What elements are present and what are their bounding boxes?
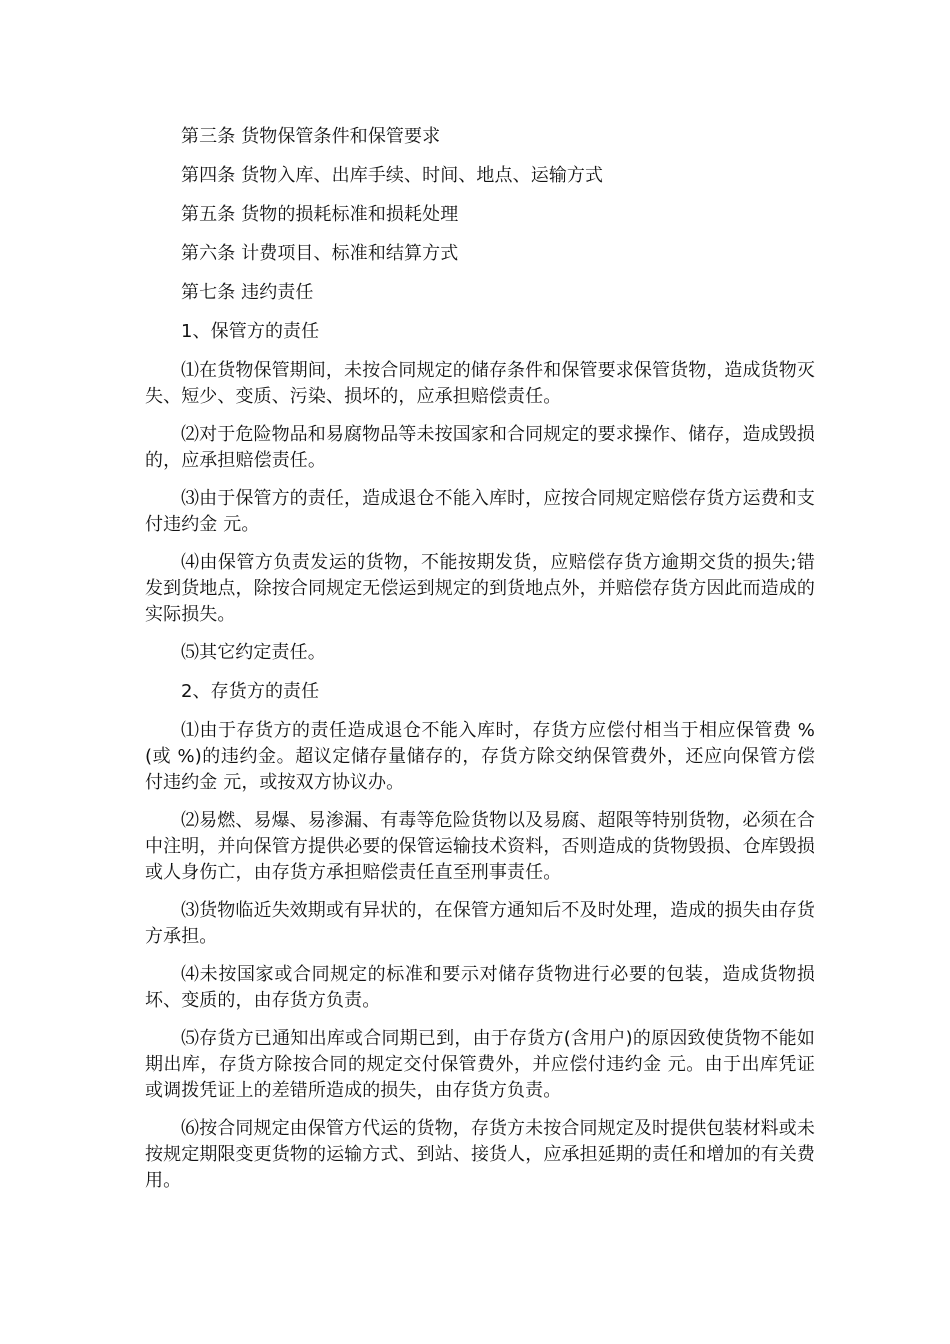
article-7-heading: 第七条 违约责任: [181, 282, 314, 303]
article-4-heading: 第四条 货物入库、出库手续、时间、地点、运输方式: [181, 165, 604, 186]
depositor-clause-4: ⑷未按国家或合同规定的标准和要示对储存货物进行必要的包装，造成货物损坏、变质的，由存货方负责。: [145, 964, 815, 1011]
document-body: [145, 124, 815, 1206]
custodian-clause-1: ⑴在货物保管期间，未按合同规定的储存条件和保管要求保管货物，造成货物灭失、短少、变质、污染、损坏的，应承担赔偿责任。: [145, 360, 815, 407]
depositor-clause-1: ⑴由于存货方的责任造成退仓不能入库时，存货方应偿付相当于相应保管费 %(或 %)的违约金。超议定储存量储存的，存货方除交纳保管费外，还应向保管方偿付违约金 元，或按双方协议办。: [145, 720, 815, 793]
depositor-clause-5: ⑸存货方已通知出库或合同期已到，由于存货方(含用户)的原因致使货物不能如期出库，存货方除按合同的规定交付保管费外，并应偿付违约金 元。由于出库凭证或调拨凭证上的差错所造成的损失，由存货方负责。: [145, 1028, 815, 1101]
custodian-clause-5: ⑸其它约定责任。: [181, 642, 326, 663]
depositor-clause-3: ⑶货物临近失效期或有异状的，在保管方通知后不及时处理，造成的损失由存货方承担。: [145, 900, 815, 947]
article-6-heading: 第六条 计费项目、标准和结算方式: [181, 243, 459, 264]
article-5-heading: 第五条 货物的损耗标准和损耗处理: [181, 204, 459, 225]
custodian-clause-2: ⑵对于危险物品和易腐物品等未按国家和合同规定的要求操作、储存，造成毁损的，应承担赔偿责任。: [145, 424, 815, 471]
depositor-clause-6: ⑹按合同规定由保管方代运的货物，存货方未按合同规定及时提供包装材料或未按规定期限变更货物的运输方式、到站、接货人，应承担延期的责任和增加的有关费用。: [145, 1118, 815, 1191]
article-3-heading: 第三条 货物保管条件和保管要求: [181, 126, 441, 147]
custodian-clause-3: ⑶由于保管方的责任，造成退仓不能入库时，应按合同规定赔偿存货方运费和支付违约金 元。: [145, 488, 815, 535]
depositor-clause-2: ⑵易燃、易爆、易渗漏、有毒等危险货物以及易腐、超限等特别货物，必须在合中注明，并向保管方提供必要的保管运输技术资料，否则造成的货物毁损、仓库毁损或人身伤亡，由存货方承担赔偿责任直至刑事责任。: [145, 810, 815, 883]
custodian-clause-4: ⑷由保管方负责发运的货物，不能按期发货，应赔偿存货方逾期交货的损失;错发到货地点，除按合同规定无偿运到规定的到货地点外，并赔偿存货方因此而造成的实际损失。: [145, 552, 815, 625]
depositor-liability-heading: 2、存货方的责任: [181, 681, 320, 702]
custodian-liability-heading: 1、保管方的责任: [181, 321, 320, 342]
